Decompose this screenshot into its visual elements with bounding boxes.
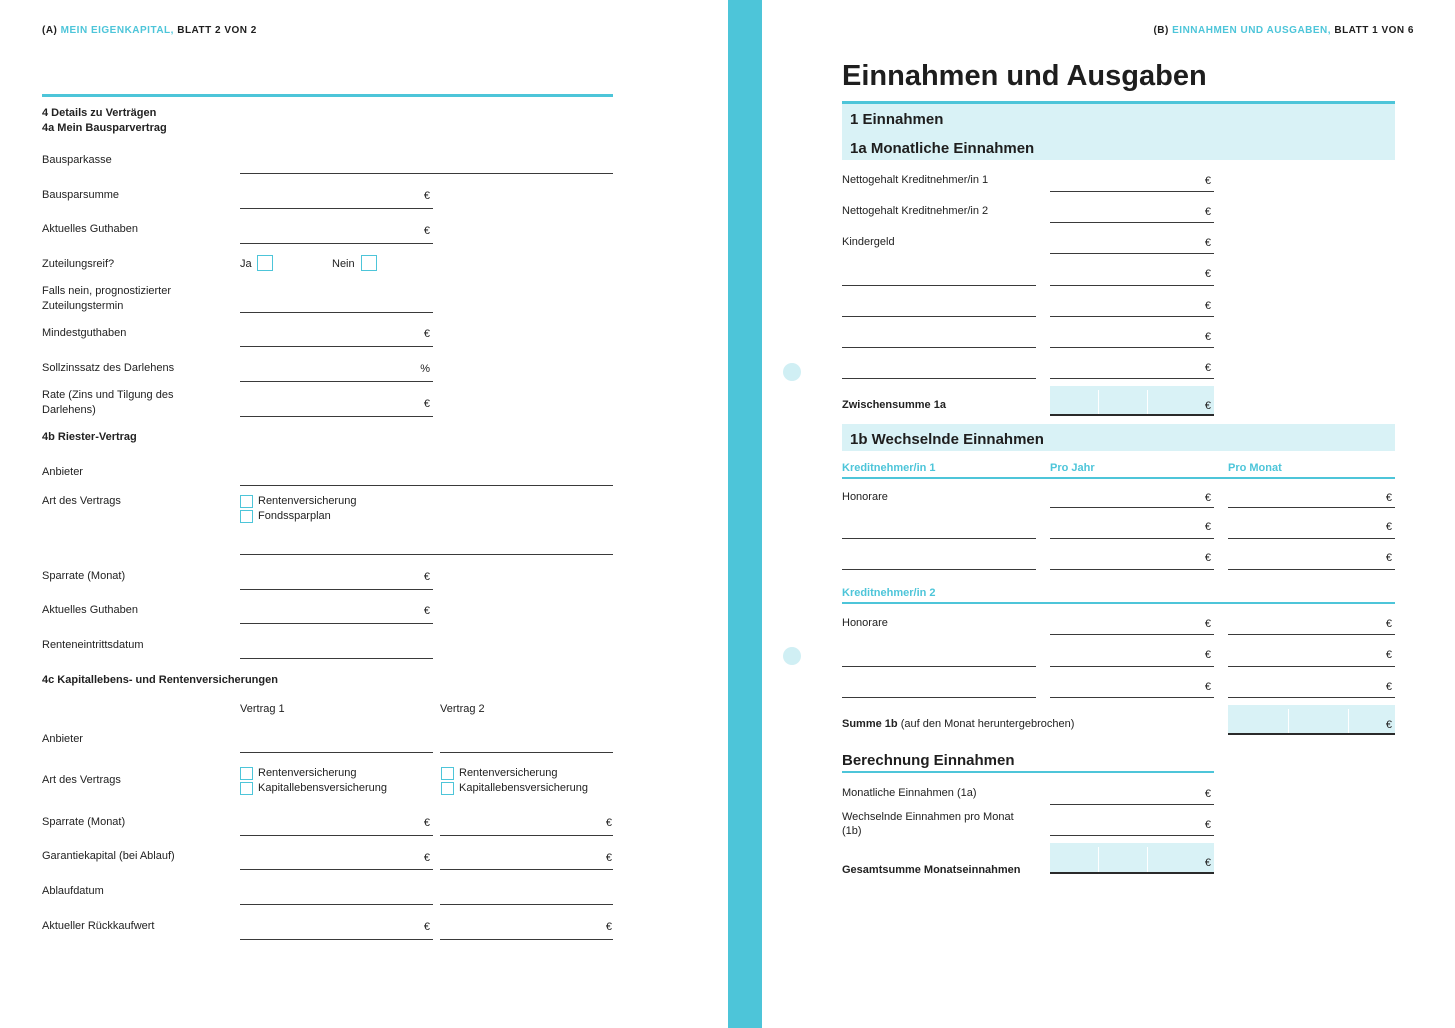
euro-symbol: € [1385,521,1392,533]
label-honorare-2: Honorare [842,617,888,629]
euro-symbol: € [1385,552,1392,564]
top-rule [42,94,613,97]
euro-symbol: € [1385,649,1392,661]
field-art-sonstiges[interactable] [240,554,613,555]
euro-symbol: € [1204,552,1211,564]
percent-symbol: % [420,363,430,375]
field-kn2-extra-jahr-1[interactable] [1050,666,1214,667]
punch-hole [783,647,801,665]
euro-symbol: € [423,225,430,237]
label-zwischensumme-1a: Zwischensumme 1a [842,399,946,411]
euro-symbol: € [605,921,612,933]
field-garantiekapital-v1[interactable] [240,869,433,870]
checkbox-ja[interactable] [257,255,273,271]
label-ablaufdatum: Ablaufdatum [42,885,104,897]
euro-symbol: € [1204,175,1211,187]
label-v1-kapitallebensversicherung: Kapitallebensversicherung [258,782,388,794]
field-anbieter-v1[interactable] [240,752,433,753]
checkbox-v2-kapitallebensversicherung[interactable] [441,782,454,795]
label-sollzinssatz: Sollzinssatz des Darlehens [42,362,175,374]
field-kn1-extra-monat-2[interactable] [1228,569,1395,570]
euro-symbol: € [1204,400,1211,412]
field-kn2-extra-jahr-2[interactable] [1050,697,1214,698]
section-4b-title: 4b Riester-Vertrag [42,431,137,443]
label-kindergeld: Kindergeld [842,236,895,248]
right-page-header [1153,25,1414,36]
label-aktuelles-guthaben-b: Aktuelles Guthaben [42,604,139,616]
field-honorare2-monat[interactable] [1228,634,1395,635]
label-v1-rentenversicherung: Rentenversicherung [258,767,357,779]
field-monatliche-einnahmen-1a[interactable] [1050,804,1214,805]
column-kreditnehmer-1: Kreditnehmer/in 1 [842,462,936,474]
label-anbieter: Anbieter [42,466,83,478]
section-4c-title: 4c Kapitallebens- und Rentenversicherungen [42,674,278,686]
field-mindestguthaben[interactable] [240,346,433,347]
berechnung-title: Berechnung Einnahmen [842,752,1015,769]
euro-symbol: € [1204,521,1211,533]
euro-symbol: € [1385,492,1392,504]
column-pro-jahr: Pro Jahr [1050,462,1095,474]
field-extra-value-4[interactable] [1050,378,1214,379]
label-garantiekapital: Garantiekapital (bei Ablauf) [42,850,175,862]
label-nettogehalt-1: Nettogehalt Kreditnehmer/in 1 [842,174,989,186]
label-vertrag-2: Vertrag 2 [440,703,485,715]
header-prefix: (A) [42,25,58,36]
euro-symbol: € [1204,857,1211,869]
euro-symbol: € [1204,681,1211,693]
label-wechselnde-line1: Wechselnde Einnahmen pro Monat [842,811,1014,823]
left-page-header [42,25,257,36]
field-aktuelles-guthaben-b[interactable] [240,623,433,624]
field-kn1-extra-label-2[interactable] [842,569,1036,570]
field-extra-label-1[interactable] [842,285,1036,286]
field-bausparkasse[interactable] [240,173,613,174]
field-honorare2-jahr[interactable] [1050,634,1214,635]
field-zuteilungstermin[interactable] [240,312,433,313]
field-ablaufdatum-v1[interactable] [240,904,433,905]
field-kn1-extra-label-1[interactable] [842,538,1036,539]
label-monatliche-einnahmen-1a: Monatliche Einnahmen (1a) [842,787,977,799]
checkbox-v1-kapitallebensversicherung[interactable] [240,782,253,795]
field-extra-label-2[interactable] [842,316,1036,317]
field-kn2-extra-label-2[interactable] [842,697,1036,698]
euro-symbol: € [423,190,430,202]
field-kn2-extra-label-1[interactable] [842,666,1036,667]
checkbox-v2-rentenversicherung[interactable] [441,767,454,780]
label-anbieter-c: Anbieter [42,733,83,745]
header-sheet: BLATT 1 VON 6 [1334,25,1414,36]
label-nettogehalt-2: Nettogehalt Kreditnehmer/in 2 [842,205,989,217]
field-bausparsumme[interactable] [240,208,433,209]
label-honorare: Honorare [842,491,888,503]
field-ablaufdatum-v2[interactable] [440,904,613,905]
euro-symbol: € [1204,300,1211,312]
euro-symbol: € [1385,719,1392,731]
field-kn2-extra-monat-2[interactable] [1228,697,1395,698]
euro-symbol: € [1204,618,1211,630]
field-renteneintrittsdatum[interactable] [240,658,433,659]
euro-symbol: € [605,817,612,829]
label-rentenversicherung: Rentenversicherung [258,495,357,507]
field-gesamtsumme[interactable] [1050,843,1214,874]
field-kn1-extra-jahr-2[interactable] [1050,569,1214,570]
section-4-title: 4 Details zu Verträgen [42,107,157,119]
field-nettogehalt-1[interactable] [1050,191,1214,192]
label-sparrate: Sparrate (Monat) [42,570,126,582]
field-honorare-jahr[interactable] [1050,507,1214,508]
label-sparrate-c: Sparrate (Monat) [42,816,126,828]
label-rate-line2: Darlehens) [42,404,96,416]
label-vertrag-1: Vertrag 1 [240,703,285,715]
field-extra-label-3[interactable] [842,347,1036,348]
euro-symbol: € [1204,268,1211,280]
euro-symbol: € [423,605,430,617]
label-ja: Ja [240,258,252,270]
field-sollzinssatz[interactable] [240,381,433,382]
field-garantiekapital-v2[interactable] [440,869,613,870]
field-sparrate-v2[interactable] [440,835,613,836]
field-kindergeld[interactable] [1050,253,1214,254]
label-wechselnde-line2: (1b) [842,825,862,837]
label-art-des-vertrags-c: Art des Vertrags [42,774,121,786]
label-mindestguthaben: Mindestguthaben [42,327,127,339]
euro-symbol: € [1204,819,1211,831]
label-v2-rentenversicherung: Rentenversicherung [459,767,558,779]
euro-symbol: € [1204,492,1211,504]
field-kn1-extra-monat-1[interactable] [1228,538,1395,539]
label-nein: Nein [332,258,355,270]
label-renteneintrittsdatum: Renteneintrittsdatum [42,639,144,651]
checkbox-nein[interactable] [361,255,377,271]
euro-symbol: € [1385,681,1392,693]
page-divider-band [728,0,762,1028]
header-prefix: (B) [1153,25,1169,36]
euro-symbol: € [423,817,430,829]
field-aktuelles-guthaben[interactable] [240,243,433,244]
euro-symbol: € [605,852,612,864]
euro-symbol: € [1204,788,1211,800]
label-bausparsumme: Bausparsumme [42,189,120,201]
euro-symbol: € [423,328,430,340]
header-section: MEIN EIGENKAPITAL, [60,25,174,36]
field-rueckkaufwert-v2[interactable] [440,939,613,940]
euro-symbol: € [1204,206,1211,218]
column-pro-monat: Pro Monat [1228,462,1282,474]
euro-symbol: € [423,571,430,583]
label-bausparkasse: Bausparkasse [42,154,112,166]
header-sheet: BLATT 2 VON 2 [177,25,257,36]
field-sparrate-v1[interactable] [240,835,433,836]
label-summe-1b-note: (auf den Monat heruntergebrochen) [897,718,1075,730]
label-fondssparplan: Fondssparplan [258,510,331,522]
field-wechselnde-einnahmen[interactable] [1050,835,1214,836]
section-1-title: 1 Einnahmen [850,111,944,128]
field-anbieter-v2[interactable] [440,752,613,753]
column-header-rule [842,477,1395,479]
field-kn1-extra-jahr-1[interactable] [1050,538,1214,539]
field-zwischensumme-1a[interactable] [1050,386,1214,416]
berechnung-rule [842,771,1214,773]
label-gesamtsumme: Gesamtsumme Monatseinnahmen [842,864,1021,876]
field-extra-label-4[interactable] [842,378,1036,379]
label-zuteilungsreif: Zuteilungsreif? [42,258,115,270]
label-v2-kapitallebensversicherung: Kapitallebensversicherung [459,782,589,794]
section-4a-title: 4a Mein Bausparvertrag [42,122,167,134]
field-extra-value-1[interactable] [1050,285,1214,286]
euro-symbol: € [423,852,430,864]
field-anbieter[interactable] [240,485,613,486]
label-art-des-vertrags: Art des Vertrags [42,495,121,507]
euro-symbol: € [1204,237,1211,249]
label-aktuelles-guthaben: Aktuelles Guthaben [42,223,139,235]
page-title: Einnahmen und Ausgaben [842,60,1207,92]
label-summe-1b-bold: Summe 1b [842,718,898,730]
field-nettogehalt-2[interactable] [1050,222,1214,223]
field-extra-value-2[interactable] [1050,316,1214,317]
column-kreditnehmer-2: Kreditnehmer/in 2 [842,587,936,599]
euro-symbol: € [423,921,430,933]
checkbox-fondssparplan[interactable] [240,510,253,523]
field-kn2-extra-monat-1[interactable] [1228,666,1395,667]
euro-symbol: € [423,398,430,410]
section-1a-title: 1a Monatliche Einnahmen [850,140,1035,157]
header-section: EINNAHMEN UND AUSGABEN, [1172,25,1332,36]
field-honorare-monat[interactable] [1228,507,1395,508]
euro-symbol: € [1385,618,1392,630]
kn2-rule [842,602,1395,604]
euro-symbol: € [1204,362,1211,374]
field-summe-1b[interactable] [1228,705,1395,735]
label-summe-1b [842,717,1074,731]
checkbox-rentenversicherung[interactable] [240,495,253,508]
label-rueckkaufwert: Aktueller Rückkaufwert [42,920,155,932]
label-rate-line1: Rate (Zins und Tilgung des [42,389,174,401]
euro-symbol: € [1204,649,1211,661]
field-rate[interactable] [240,416,433,417]
label-falls-nein-line1: Falls nein, prognostizierter [42,285,172,297]
field-extra-value-3[interactable] [1050,347,1214,348]
label-falls-nein-line2: Zuteilungstermin [42,300,124,312]
euro-symbol: € [1204,331,1211,343]
field-rueckkaufwert-v1[interactable] [240,939,433,940]
section-1b-title: 1b Wechselnde Einnahmen [850,431,1044,448]
punch-hole [783,363,801,381]
checkbox-v1-rentenversicherung[interactable] [240,767,253,780]
field-sparrate[interactable] [240,589,433,590]
